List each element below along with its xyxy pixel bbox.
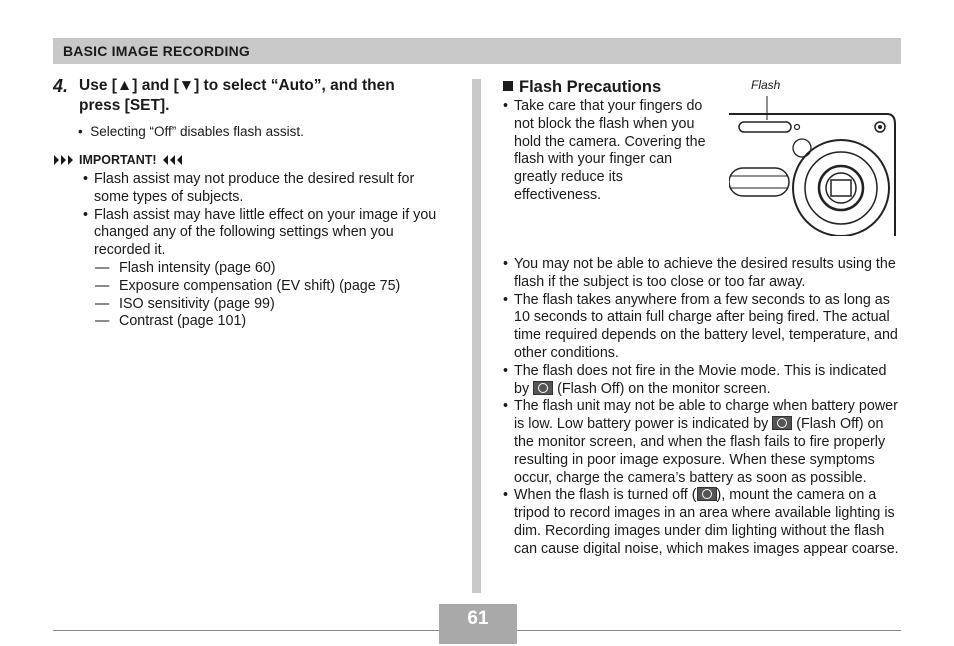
precaution-item: • You may not be able to achieve the desired results using the flash if the subject is too close or too far away.	[503, 256, 903, 292]
settings-item: — Contrast (page 101)	[95, 313, 247, 330]
settings-item: — ISO sensitivity (page 99)	[95, 295, 275, 312]
camera-illustration	[729, 78, 901, 236]
important-list	[53, 171, 453, 260]
precaution-item: • When the flash is turned off ( ), mount the camera on a tripod to record images in an area where available lighting is dim. Recording images under dim lighting without the flash can cause digital noise, which makes images appear coarse.	[503, 487, 903, 558]
step-note	[78, 124, 453, 139]
square-bullet-icon	[503, 81, 513, 91]
page-number: 61	[467, 608, 489, 629]
flash-precautions-heading: Flash Precautions	[503, 76, 903, 98]
left-column	[53, 76, 453, 331]
flash-label: Flash	[751, 78, 781, 92]
precaution-item: • The flash unit may not be able to charge when battery power is low. Low battery power is indicated by (Flash Off) on the monitor screen, and when the flash fails to fire properly resulting in poor image exposure. When these symptoms occur, charge the camera’s battery as soon as possible.	[503, 398, 903, 487]
precaution-item: • The flash takes anywhere from a few seconds to as long as 10 seconds to attain full charge after being fired. The actual time required depends on the battery level, temperature, and other conditions.	[503, 292, 903, 363]
important-item: • Flash assist may have little effect on your image if you changed any of the following settings when you recorded it.	[83, 207, 453, 260]
flash-off-icon	[533, 381, 553, 395]
column-divider	[472, 79, 481, 593]
step-text-line2: press [SET].	[79, 97, 170, 114]
important-right-icon	[161, 154, 183, 166]
precautions-top-list	[503, 98, 708, 205]
precaution-item: • The flash does not fire in the Movie mode. This is indicated by (Flash Off) on the monitor screen.	[503, 363, 903, 399]
flash-off-icon	[772, 416, 792, 430]
step-text-line1: Use [▲] and [▼] to select “Auto”, and then	[79, 77, 395, 94]
settings-item: — Exposure compensation (EV shift) (page 75)	[95, 277, 401, 294]
settings-item: — Flash intensity (page 60)	[95, 259, 276, 276]
important-heading	[53, 153, 453, 167]
precautions-list	[503, 256, 903, 559]
important-label: IMPORTANT!	[79, 153, 157, 167]
settings-list	[53, 260, 453, 331]
note-text: Selecting “Off” disables flash assist.	[90, 124, 304, 139]
important-item: • Flash assist may not produce the desired result for some types of subjects.	[83, 171, 453, 207]
header-bar	[53, 38, 901, 64]
step-number: 4.	[53, 76, 69, 96]
important-left-icon	[53, 154, 75, 166]
camera-front-icon	[729, 78, 901, 236]
page-number-box	[439, 604, 517, 644]
flash-off-icon	[697, 487, 717, 501]
bullet-icon: •	[78, 124, 91, 139]
step-4	[53, 76, 453, 116]
section-title: BASIC IMAGE RECORDING	[63, 43, 250, 59]
precaution-item: • Take care that your fingers do not block the flash when you hold the camera. Covering the flash with your finger can greatly reduce its effectiveness.	[503, 98, 708, 205]
